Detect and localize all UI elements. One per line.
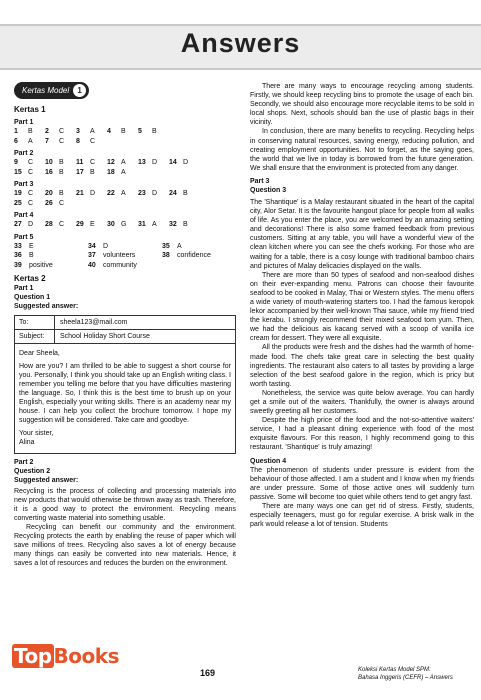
answer-item — [45, 158, 76, 168]
answer-value: B — [28, 128, 33, 135]
email-to-label: To: — [15, 316, 55, 329]
email-signature: Alina — [19, 439, 35, 446]
question3-label: Question 3 — [250, 186, 287, 194]
answer-item — [14, 137, 45, 147]
answer-number: 24 — [169, 190, 177, 197]
answer-item — [76, 220, 107, 230]
kertas2-part2-label: Part 2 — [14, 459, 34, 466]
answer-value: D — [90, 190, 96, 197]
answer-item — [45, 189, 76, 199]
answer-number: 21 — [76, 190, 84, 197]
question3-paragraph-1: The 'Shantique' is a Malay restaurant situated in the heart of the capital city, Alor Setar. It is the favourite hangout place for people from all walks of life. As you enter the place, you are welcomed by an amazing setting and decorations! There is also some framed feedback from previous customers. Sitting at any table, you will have a wonderful view of the clean kitchen where you can see the chefs working. For those who are waiting for a table, there is a cosy lounge with traditional bamboo chairs and pictures of Malay delicacies displayed on the walls. — [250, 198, 474, 270]
answer-item — [107, 220, 138, 230]
answer-value: D — [103, 242, 109, 250]
answer-number: 27 — [14, 221, 22, 228]
answer-value: C — [28, 199, 34, 207]
question1-label: Question 1 — [14, 294, 51, 301]
answer-item — [14, 220, 45, 230]
answer-number: 7 — [45, 137, 49, 145]
answer-value: E — [29, 242, 34, 250]
answer-number: 28 — [45, 221, 53, 228]
topbooks-logo: Top Books — [14, 644, 119, 668]
email-to-row — [15, 316, 235, 330]
answer-number: 6 — [14, 137, 18, 145]
book-title-line-2: Bahasa Inggeris (CEFR) – Answers — [358, 675, 453, 681]
answer-item — [88, 261, 162, 271]
kertas2-title: Kertas 2 — [14, 274, 46, 283]
kertas-model-badge — [14, 82, 89, 99]
kertas1-part3-label: Part 3 — [14, 181, 34, 188]
answer-number: 29 — [76, 221, 84, 228]
answer-item — [162, 242, 236, 252]
answer-item — [45, 137, 76, 147]
email-subject-label: Subject: — [15, 330, 55, 343]
question3-paragraph-5: Despite the high price of the food and the not-so-attentive waiters' service, I had a pleasant dining experience with food of the most exquisite flavours. For this reason, I highly recommend going to this restaurant. 'Shantique' is truly amazing! — [250, 417, 474, 452]
answer-value: A — [90, 128, 95, 135]
answer-item — [138, 158, 169, 168]
answer-number: 1 — [14, 128, 18, 135]
answer-number: 16 — [45, 168, 53, 176]
answer-value: C — [59, 128, 65, 135]
answer-value: community — [103, 261, 137, 269]
question4-paragraph-1: The phenomenon of students under pressure is evident from the behaviour of those affected. I am a student and I know when my friends are under pressure. Some of those active ones will suddenly turn passive. Some will become too quiet while others tend to get angry fast. — [250, 466, 474, 501]
answer-number: 4 — [107, 128, 111, 135]
answer-number: 32 — [169, 221, 177, 228]
answer-item — [107, 168, 138, 178]
answer-item — [76, 137, 107, 147]
answer-item — [107, 158, 138, 168]
answer-number: 8 — [76, 137, 80, 145]
answer-number: 17 — [76, 168, 84, 176]
answer-value: B — [59, 190, 64, 197]
answer-item — [14, 199, 45, 209]
left-column — [14, 82, 236, 568]
answer-item — [138, 127, 169, 137]
answer-item — [169, 220, 200, 230]
answer-value: C — [90, 159, 96, 166]
answer-item — [14, 261, 88, 271]
answer-value: A — [152, 221, 157, 228]
answer-item — [88, 251, 162, 261]
answer-number: 14 — [169, 159, 177, 166]
badge-number: 1 — [73, 84, 86, 97]
answer-value: B — [59, 159, 64, 166]
answer-item — [76, 189, 107, 199]
answer-item — [88, 242, 162, 252]
answer-number: 22 — [107, 190, 115, 197]
kertas1-title: Kertas 1 — [14, 105, 46, 114]
answer-number: 2 — [45, 128, 49, 135]
answer-number: 20 — [45, 190, 53, 197]
answer-number: 25 — [14, 199, 22, 207]
answer-number: 26 — [45, 199, 53, 207]
answer-value: D — [152, 159, 158, 166]
recycling-paragraph-3: There are many ways to encourage recycling among students. Firstly, we should keep recycling bins to promote the usage of each bin. Secondly, we should also encourage more recyclable items to be sold in local shops. Next, schools should ban the use of plastic bags in their vicinity. — [250, 83, 474, 127]
answer-item — [14, 158, 45, 168]
book-title — [358, 666, 453, 682]
answer-value: B — [90, 168, 95, 176]
answer-item — [138, 220, 169, 230]
kertas1-answers — [14, 118, 236, 270]
answer-value: A — [28, 137, 33, 145]
answer-number: 37 — [88, 252, 96, 259]
answer-number: 23 — [138, 190, 146, 197]
answer-number: 19 — [14, 190, 22, 197]
answer-value: B — [29, 252, 34, 259]
answer-value: D — [183, 159, 189, 166]
answer-row — [14, 242, 236, 252]
answer-value: B — [121, 128, 126, 135]
email-box — [14, 315, 236, 454]
answer-row — [14, 261, 236, 271]
recycling-conclusion: In conclusion, there are many benefits to recycling. Recycling helps in conserving natural resources, saving energy, reducing pollution, and creating employment opportunities. Not to forget, as the saying goes, the world that we live in today is borrowed from the future generation. We shall ensure that the environment is protected from any danger. — [250, 128, 474, 172]
answer-item — [138, 189, 169, 199]
answer-row — [14, 137, 236, 147]
answer-item — [45, 220, 76, 230]
answer-value: C — [59, 221, 65, 228]
answer-value: A — [177, 242, 182, 250]
answer-value: B — [59, 168, 64, 176]
answer-item — [14, 251, 88, 261]
answer-item — [14, 168, 45, 178]
suggested-answer-2-label: Suggested answer: — [14, 477, 79, 484]
answer-value: C — [90, 137, 96, 145]
email-subject-value: School Holiday Short Course — [60, 333, 150, 340]
question3-paragraph-2: There are more than 50 types of seafood and non-seafood dishes on their ever-expanding menu. Patrons can choose their favourite seafood to be cooked in Malay, Thai or Western styles. The menu offers a wide variety of mouth-watering starters too. I had the famous keropok lekor accompanied by their well-known Thai sauce, while my friend tried the kerabu. I strongly recommend their mixed seafood tom yum. Then, we had the delicious ais kacang served with a scoop of vanilla ice cream for dessert. They were all exquisite. — [250, 271, 474, 343]
badge-label: Kertas Model — [22, 86, 70, 95]
answer-row — [14, 189, 236, 199]
answer-value: D — [28, 221, 34, 228]
right-column — [250, 82, 474, 529]
answer-value: E — [90, 221, 95, 228]
answer-value: B — [183, 190, 188, 197]
answer-row — [14, 168, 236, 178]
answer-item — [14, 127, 45, 137]
kertas1-part1-label: Part 1 — [14, 119, 34, 126]
answer-row — [14, 220, 236, 230]
book-title-line-1: Koleksi Kertas Model SPM: — [358, 667, 431, 673]
answer-value: B — [183, 221, 188, 228]
email-body — [15, 344, 235, 453]
answer-value: A — [121, 168, 126, 176]
answer-item — [76, 168, 107, 178]
email-to-value: sheela123@mail.com — [60, 319, 128, 326]
answer-value: C — [59, 137, 65, 145]
kertas2-part1-label: Part 1 — [14, 285, 34, 292]
answer-item — [14, 242, 88, 252]
answer-number: 9 — [14, 159, 18, 166]
answer-item — [107, 189, 138, 199]
kertas1-part4-label: Part 4 — [14, 212, 34, 219]
answer-number: 3 — [76, 128, 80, 135]
answer-number: 30 — [107, 221, 115, 228]
answer-number: 31 — [138, 221, 146, 228]
answer-item — [14, 189, 45, 199]
answer-number: 39 — [14, 261, 22, 269]
email-greeting: Dear Sheela, — [19, 350, 60, 357]
answer-value: positive — [29, 261, 53, 269]
answer-item — [107, 127, 138, 137]
answer-number: 5 — [138, 128, 142, 135]
answer-value: C — [28, 190, 34, 197]
answer-value: G — [121, 221, 127, 228]
answer-number: 15 — [14, 168, 22, 176]
question2-paragraph-2: Recycling can benefit our community and the environment. Recycling protects the earth by enabling the reuse of paper which will save millions of trees. Recycling also saves a lot of energy because many things can easily be converted into new materials. Hence, it saves a lot of resources and reduces the burden on the environment. — [14, 524, 236, 567]
answer-value: B — [152, 128, 157, 135]
question4-paragraph-2: There are many ways one can get rid of stress. Firstly, students, especially teenagers, must go for regular exercise. A brisk walk in the park would release a lot of tension. Students — [250, 502, 474, 529]
answer-row — [14, 199, 236, 209]
page-number: 169 — [200, 668, 216, 678]
answer-item — [45, 199, 76, 209]
kertas1-part2-label: Part 2 — [14, 150, 34, 157]
answer-row — [14, 127, 236, 137]
answer-value: A — [121, 190, 126, 197]
email-subject-row — [15, 330, 235, 344]
answer-item — [162, 251, 236, 261]
answer-value: confidence — [177, 252, 211, 259]
answer-item — [169, 158, 200, 168]
answer-value: C — [28, 168, 34, 176]
answer-item — [45, 168, 76, 178]
answer-value: C — [59, 199, 65, 207]
answer-number: 18 — [107, 168, 115, 176]
question3-paragraph-4: Nonetheless, the service was quite below average. You can hardly get a smile out of the waiters. Thankfully, the owner is always around sweetly greeting all her customers. — [250, 389, 474, 416]
page-title: Answers — [180, 28, 301, 58]
answer-number: 12 — [107, 159, 115, 166]
answer-row — [14, 251, 236, 261]
answer-row — [14, 158, 236, 168]
answer-number: 35 — [162, 242, 170, 250]
answer-item — [45, 127, 76, 137]
answer-number: 38 — [162, 252, 170, 259]
part3-label: Part 3 — [250, 177, 270, 185]
answer-number: 36 — [14, 252, 22, 259]
suggested-answer-label: Suggested answer: — [14, 303, 79, 310]
answer-number: 33 — [14, 242, 22, 250]
email-closing: Your sister, — [19, 430, 54, 437]
question4-label: Question 4 — [250, 457, 287, 465]
email-body-text: How are you? I am thrilled to be able to suggest a short course for you. Personally, I think you should take up an English writing class. I remember you telling me before that you have difficulties mastering the language. So, I think this is the best time to brush up on your English, especially your writing skills. There is an academy near my house. I can help you collect the brochure tomorrow. I hope my suggestion will be considered. Take care and goodbye. — [19, 363, 231, 424]
answer-number: 11 — [76, 159, 84, 166]
answer-item — [169, 189, 200, 199]
answer-number: 34 — [88, 242, 96, 250]
answer-number: 40 — [88, 261, 96, 269]
question2-label: Question 2 — [14, 468, 51, 475]
question3-paragraph-3: All the products were fresh and the dishes had the warmth of home-made food. The chefs take great care in selecting the best quality ingredients. The restaurant also caters to all tastes by providing a large selection of the best seafood galore in the region, which is pricy but worth tasting. — [250, 344, 474, 388]
answer-value: C — [28, 159, 34, 166]
answer-item — [76, 158, 107, 168]
answer-value: volunteers — [103, 252, 136, 259]
answer-number: 13 — [138, 159, 146, 166]
kertas1-part5-label: Part 5 — [14, 233, 34, 241]
answer-item — [76, 127, 107, 137]
question2-paragraph-1: Recycling is the process of collecting and processing materials into new products that would otherwise be thrown away as trash. Therefore, it is a good way to protect the environment. Recycling means converting waste material into something usable. — [14, 488, 236, 522]
answer-value: D — [152, 190, 158, 197]
answer-number: 10 — [45, 159, 53, 166]
answer-value: A — [121, 159, 126, 166]
